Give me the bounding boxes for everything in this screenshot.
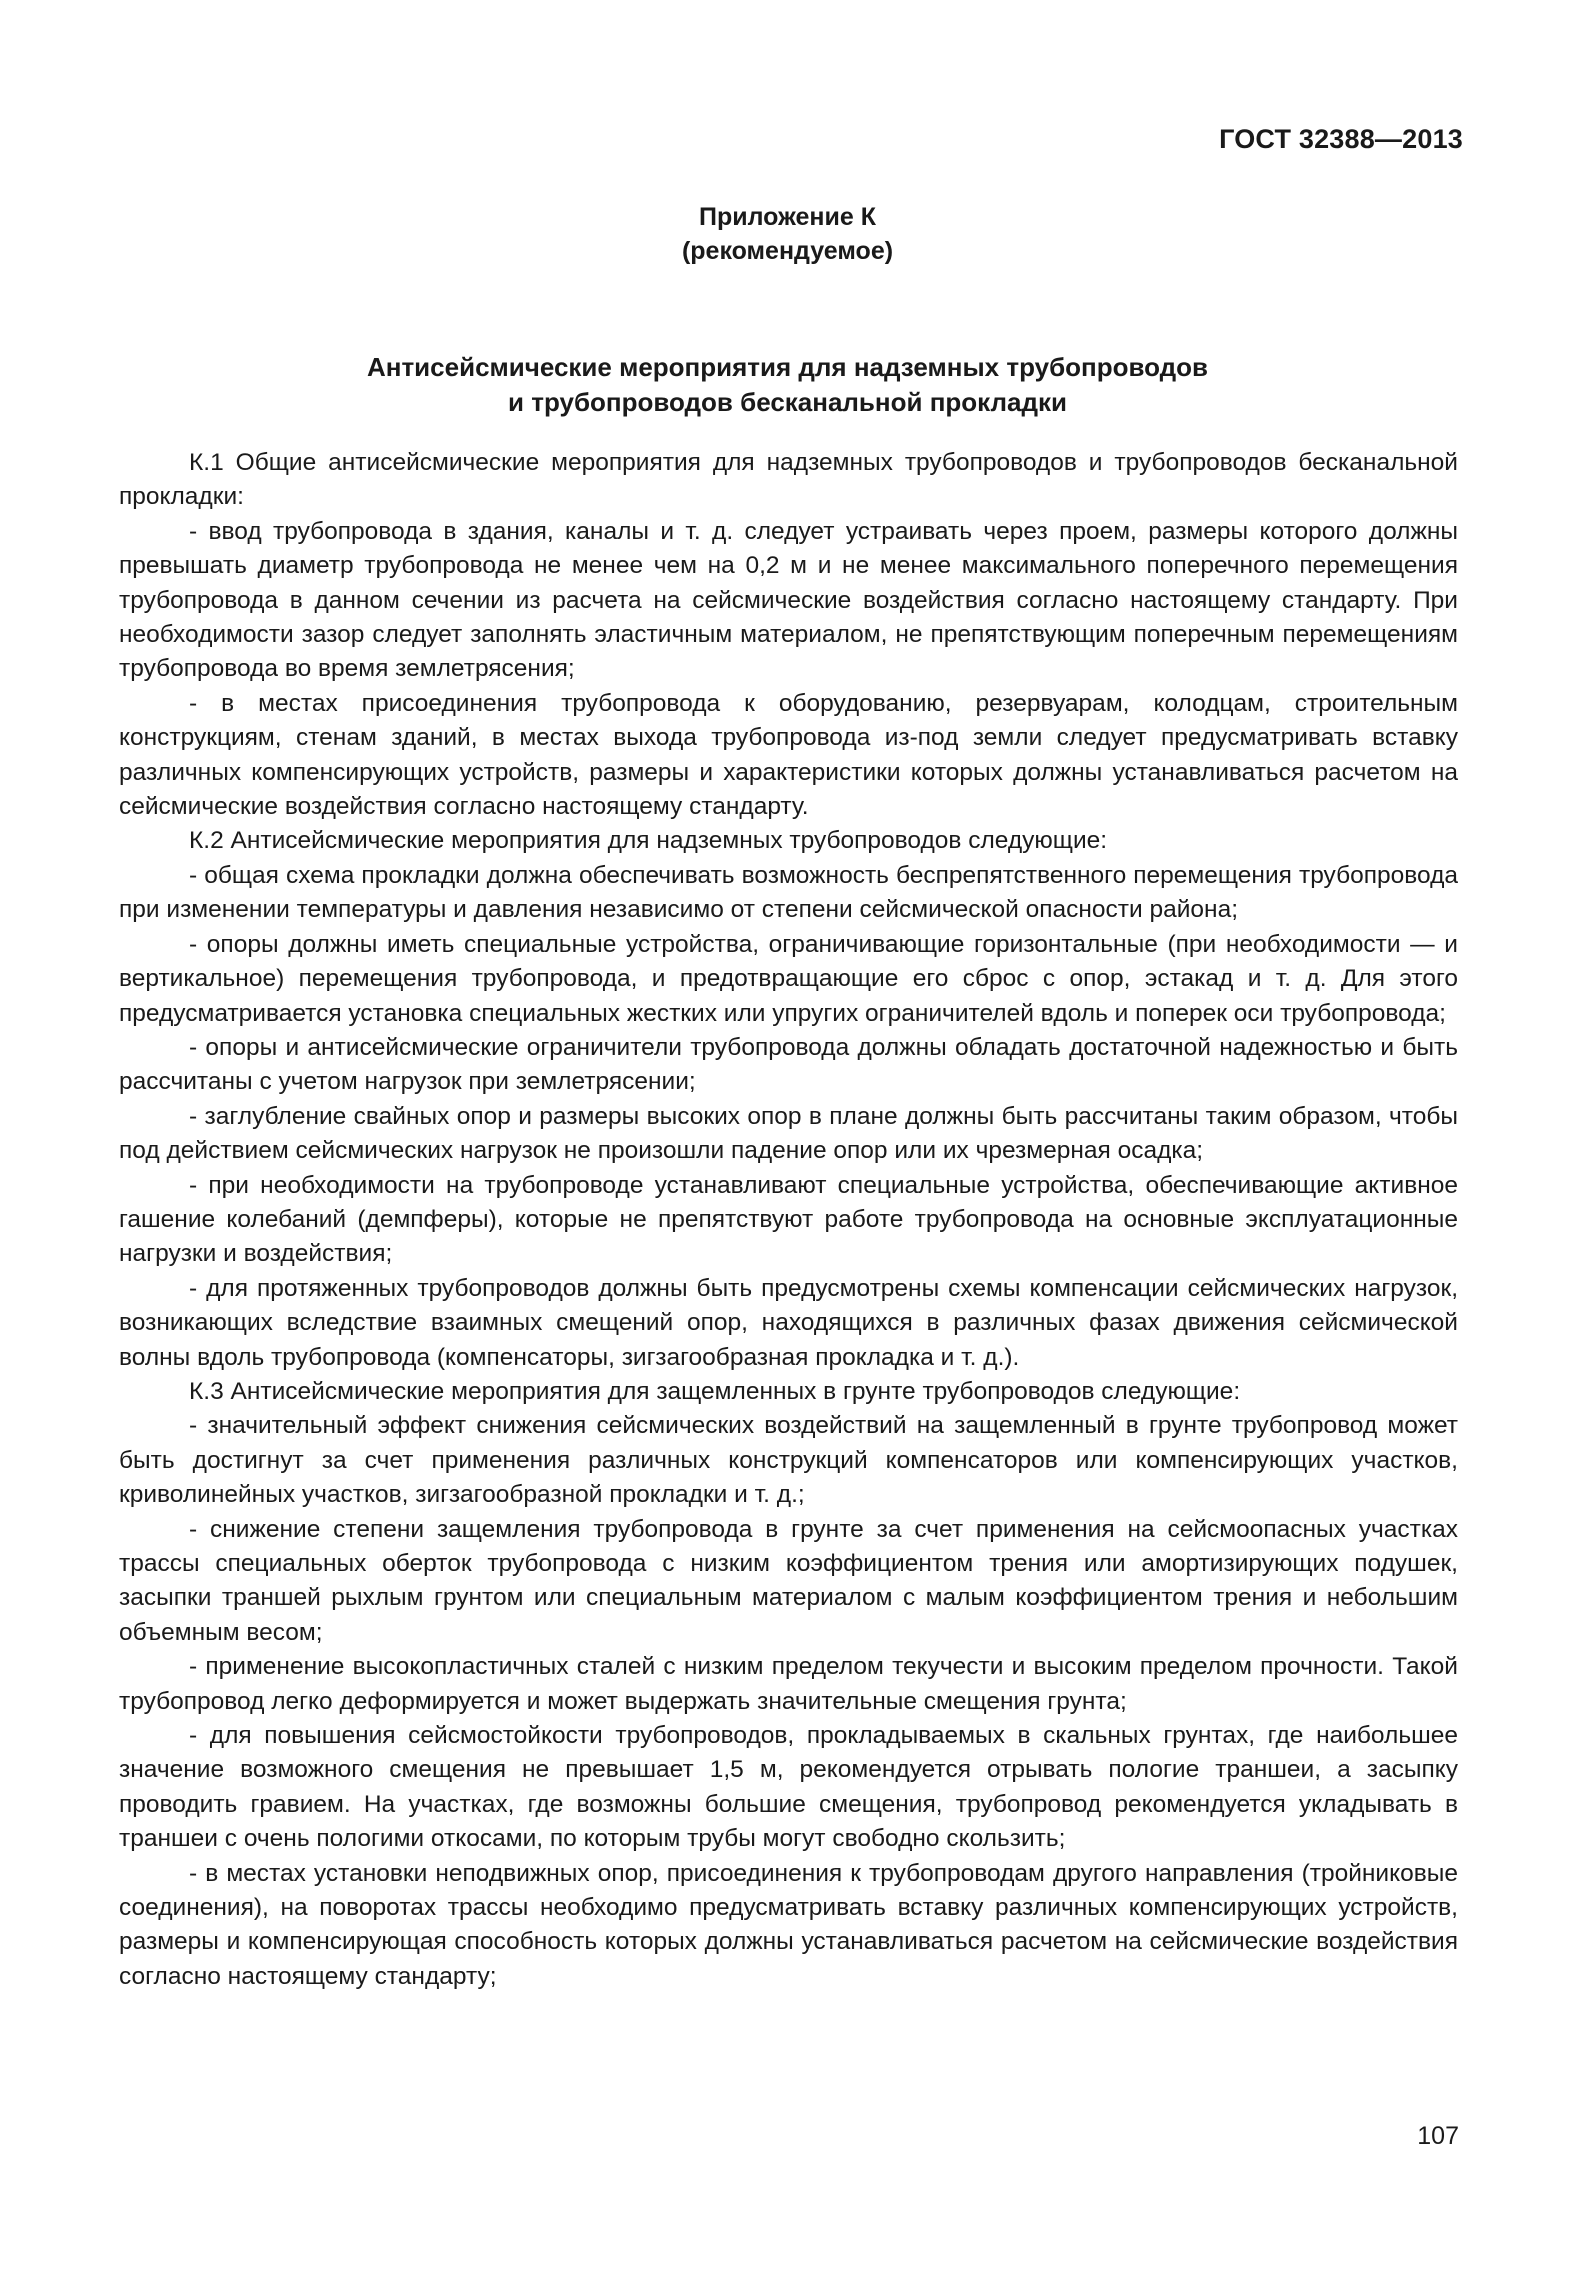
paragraph: - в местах установки неподвижных опор, присоединения к трубопроводам другого направления (тройниковые соединения), на поворотах трассы необходимо предусматривать вставку различных компенсирующих устройств, размеры и компенсирующая способность которых должны устанавливаться расчетом на сейсмические воздействия согласно настоящему стандарту; (119, 1859, 1458, 1990)
paragraph: - заглубление свайных опор и размеры высоких опор в плане должны быть рассчитаны таким образом, чтобы под действием сейсмических нагрузок не произошли падение опор или их чрезмерная осадка; (119, 1102, 1458, 1165)
document-code: ГОСТ 32388—2013 (1219, 124, 1463, 154)
section-title-line-2: и трубопроводов бесканальной прокладки (508, 387, 1067, 417)
appendix-label: Приложение К (699, 203, 876, 231)
paragraph: - применение высокопластичных сталей с низким пределом текучести и высоким пределом прочности. Такой трубопровод легко деформируется и может выдержать значительные смещения грунта; (119, 1653, 1458, 1715)
body-text (119, 446, 1458, 1994)
paragraph: - опоры и антисейсмические ограничители трубопровода должны обладать достаточной надежностью и быть рассчитаны с учетом нагрузок при землетрясении; (119, 1033, 1458, 1096)
paragraph: - общая схема прокладки должна обеспечивать возможность беспрепятственного перемещения трубопровода при изменении температуры и давления независимо от степени сейсмической опасности района; (119, 861, 1458, 924)
paragraph: - при необходимости на трубопроводе устанавливают специальные устройства, обеспечивающие активное гашение колебаний (демпферы), которые не препятствуют работе трубопровода на основные эксплуатационные нагрузки и воздействия; (119, 1171, 1458, 1268)
paragraph: К.2 Антисейсмические мероприятия для надземных трубопроводов следующие: (189, 827, 1108, 855)
paragraph: К.3 Антисейсмические мероприятия для защемленных в грунте трубопроводов следующие: (189, 1377, 1241, 1405)
section-title (0, 350, 1575, 420)
paragraph: - ввод трубопровода в здания, каналы и т. д. следует устраивать через проем, размеры которого должны превышать диаметр трубопровода не менее чем на 0,2 м и не менее максимального поперечного перемещения трубопровода в данном сечении из расчета на сейсмические воздействия согласно настоящему стандарту. При необходимости зазор следует заполнять эластичным материалом, не препятствующим поперечным перемещениям трубопровода во время землетрясения; (119, 517, 1458, 683)
paragraph: - для протяженных трубопроводов должны быть предусмотрены схемы компенсации сейсмических нагрузок, возникающих вследствие взаимных смещений опор, находящихся в различных фазах движения сейсмической волны вдоль трубопровода (компенсаторы, зигзагообразная прокладка и т. д.). (119, 1274, 1458, 1371)
paragraph: - значительный эффект снижения сейсмических воздействий на защемленный в грунте трубопровод может быть достигнут за счет применения различных конструкций компенсаторов или компенсирующих участков, криволинейных участков, зигзагообразной прокладки и т. д.; (119, 1412, 1458, 1509)
paragraph: - снижение степени защемления трубопровода в грунте за счет применения на сейсмоопасных участках трассы специальных оберток трубопровода с низким коэффициентом трения или амортизирующих подушек, засыпки траншей рыхлым грунтом или специальным материалом с малым коэффициентом трения и небольшим объемным весом; (119, 1515, 1458, 1646)
paragraph: - для повышения сейсмостойкости трубопроводов, прокладываемых в скальных грунтах, где наибольшее значение возможного смещения не превышает 1,5 м, рекомендуется отрывать пологие траншеи, а засыпку проводить гравием. На участках, где возможны большие смещения, трубопровод рекомендуется укладывать в траншеи с очень пологими откосами, по которым трубы могут свободно скользить; (119, 1722, 1458, 1853)
page-number: 107 (1417, 2122, 1459, 2150)
appendix-heading (0, 200, 1575, 268)
appendix-status: (рекомендуемое) (681, 237, 894, 265)
paragraph: - опоры должны иметь специальные устройства, ограничивающие горизонтальные (при необходимости — и вертикальное) перемещения трубопровода, и предотвращающие его сброс с опор, эстакад и т. д. Для этого предусматривается установка специальных жестких или упругих ограничителей вдоль и поперек оси трубопровода; (119, 930, 1458, 1027)
paragraph: - в местах присоединения трубопровода к оборудованию, резервуарам, колодцам, строительным конструкциям, стенам зданий, в местах выхода трубопровода из-под земли следует предусматривать вставку различных компенсирующих устройств, размеры и характеристики которых должны устанавливаться расчетом на сейсмические воздействия согласно настоящему стандарту. (119, 689, 1458, 821)
section-title-line-1: Антисейсмические мероприятия для надземных трубопроводов (366, 352, 1209, 382)
paragraph: К.1 Общие антисейсмические мероприятия для надземных трубопроводов и трубопроводов бесканальной прокладки: (119, 449, 1458, 511)
